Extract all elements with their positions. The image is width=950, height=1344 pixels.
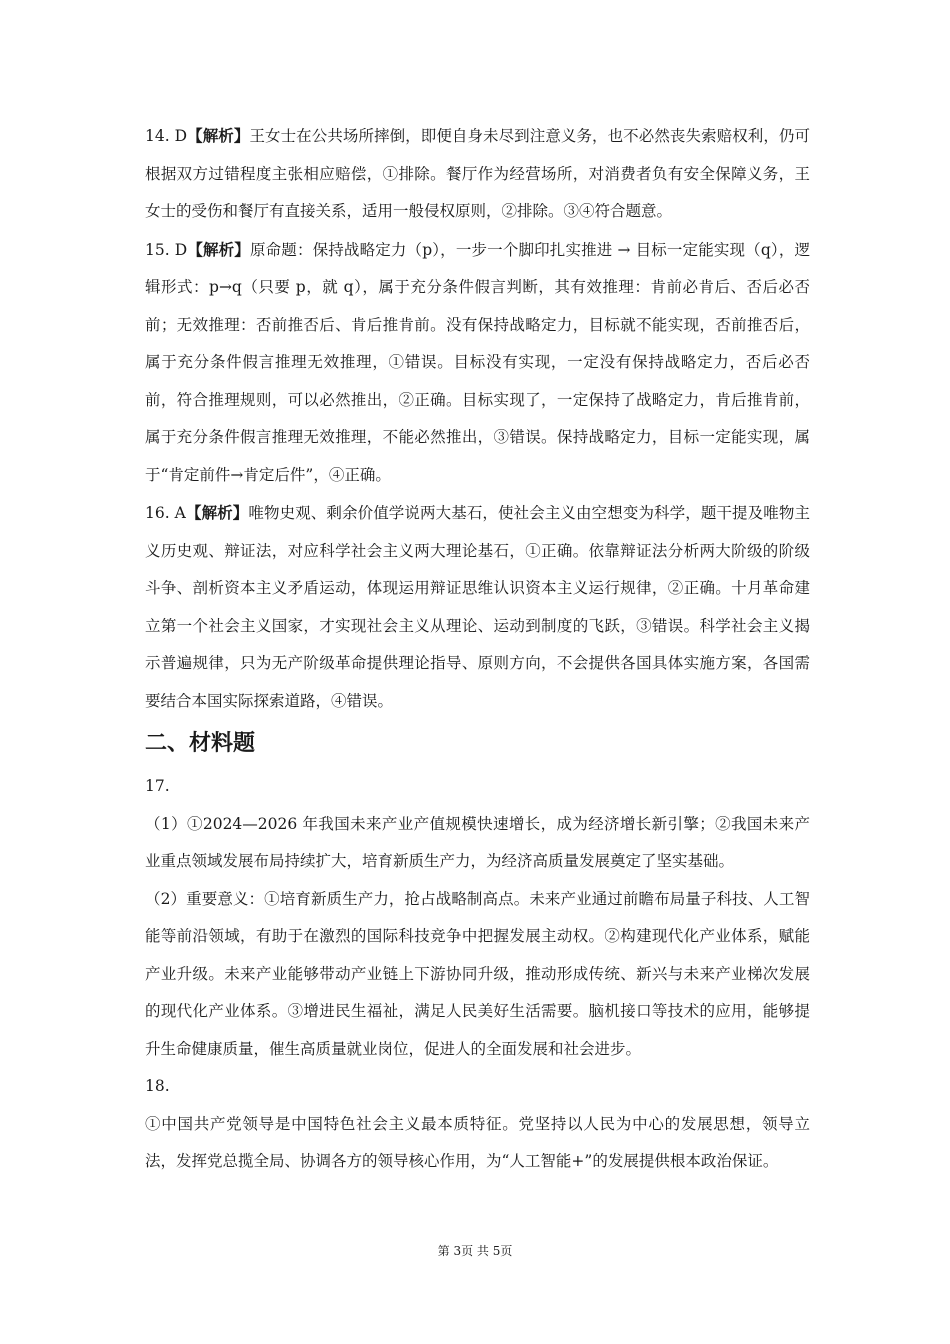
answer-18-text: ①中国共产党领导是中国特色社会主义最本质特征。党坚持以人民为中心的发展思想，领导立法，发挥党总揽全局、协调各方的领导核心作用，为“人工智能+”的发展提供根本政治保证。 — [145, 1114, 810, 1170]
answer-17-part-2: （2）重要意义：①培育新质生产力，抢占战略制高点。未来产业通过前瞻布局量子科技、人工智能等前沿领域，有助于在激烈的国际科技竞争中把握发展主动权。②构建现代化产业体系，赋能产业升级。未来产业能够带动产业链上下游协同升级，推动形成传统、新兴与未来产业梯次发展的现代化产业体系。③增进民生福祉，满足人民美好生活需要。脑机接口等技术的应用，能够提升生命健康质量，催生高质量就业岗位，促进人的全面发展和社会进步。 — [145, 889, 810, 1058]
analysis-tag: 【解析】 — [187, 239, 250, 259]
answer-16-text: 唯物史观、剩余价值学说两大基石，使社会主义由空想变为科学，题干提及唯物主义历史观、辩证法，对应科学社会主义两大理论基石，①正确。依靠辩证法分析两大阶级的阶级斗争、剖析资本主义矛盾运动，体现运用辩证思维认识资本主义运行规律，②正确。十月革命建立第一个社会主义国家，才实现社会主义从理论、运动到制度的飞跃，③错误。科学社会主义揭示普遍规律，只为无产阶级革命提供理论指导、原则方向，不会提供各国具体实施方案，各国需要结合本国实际探索道路，④错误。 — [145, 504, 810, 710]
analysis-tag: 【解析】 — [187, 126, 250, 145]
page-footer: 第 3页 共 5页 — [437, 1244, 513, 1258]
answer-17-number: 17. — [145, 777, 170, 795]
answer-14 — [145, 117, 810, 231]
answer-17-part-1: （1）①2024—2026 年我国未来产业产值规模快速增长，成为经济增长新引擎；②我国未来产业重点领域发展布局持续扩大，培育新质生产力，为经济高质量发展奠定了坚实基础。 — [145, 814, 810, 870]
answer-16-number: 16. A — [145, 504, 186, 522]
answer-14-number: 14. D — [145, 127, 188, 145]
answer-16 — [145, 494, 810, 720]
answer-15 — [145, 231, 810, 495]
answer-18-number: 18. — [145, 1077, 170, 1095]
section-heading: 二、材料题 — [145, 731, 256, 756]
analysis-tag: 【解析】 — [185, 503, 249, 522]
answer-14-text: 王女士在公共场所摔倒，即便自身未尽到注意义务，也不必然丧失索赔权利，仍可根据双方过错程度主张相应赔偿，①排除。餐厅作为经营场所，对消费者负有安全保障义务，王女士的受伤和餐厅有直接关系，适用一般侵权原则，②排除。③④符合题意。 — [145, 127, 810, 220]
answer-15-text: 原命题：保持战略定力（p），一步一个脚印扎实推进 → 目标一定能实现（q），逻辑形式：p→q（只要 p，就 q），属于充分条件假言判断，其有效推理：肯前必肯后、否后必否前；无效推理：否前推否后、肯后推肯前。没有保持战略定力，目标就不能实现，否前推否后，属于充分条件假言推理无效推理，①错误。目标没有实现，一定没有保持战略定力，否后必否前，符合推理规则，可以必然推出，②正确。目标实现了，一定保持了战略定力，肯后推肯前，属于充分条件假言推理无效推理，不能必然推出，③错误。保持战略定力，目标一定能实现，属于“肯定前件→肯定后件”，④正确。 — [145, 240, 810, 484]
answer-15-number: 15. D — [145, 240, 188, 259]
page-content — [145, 117, 810, 1181]
